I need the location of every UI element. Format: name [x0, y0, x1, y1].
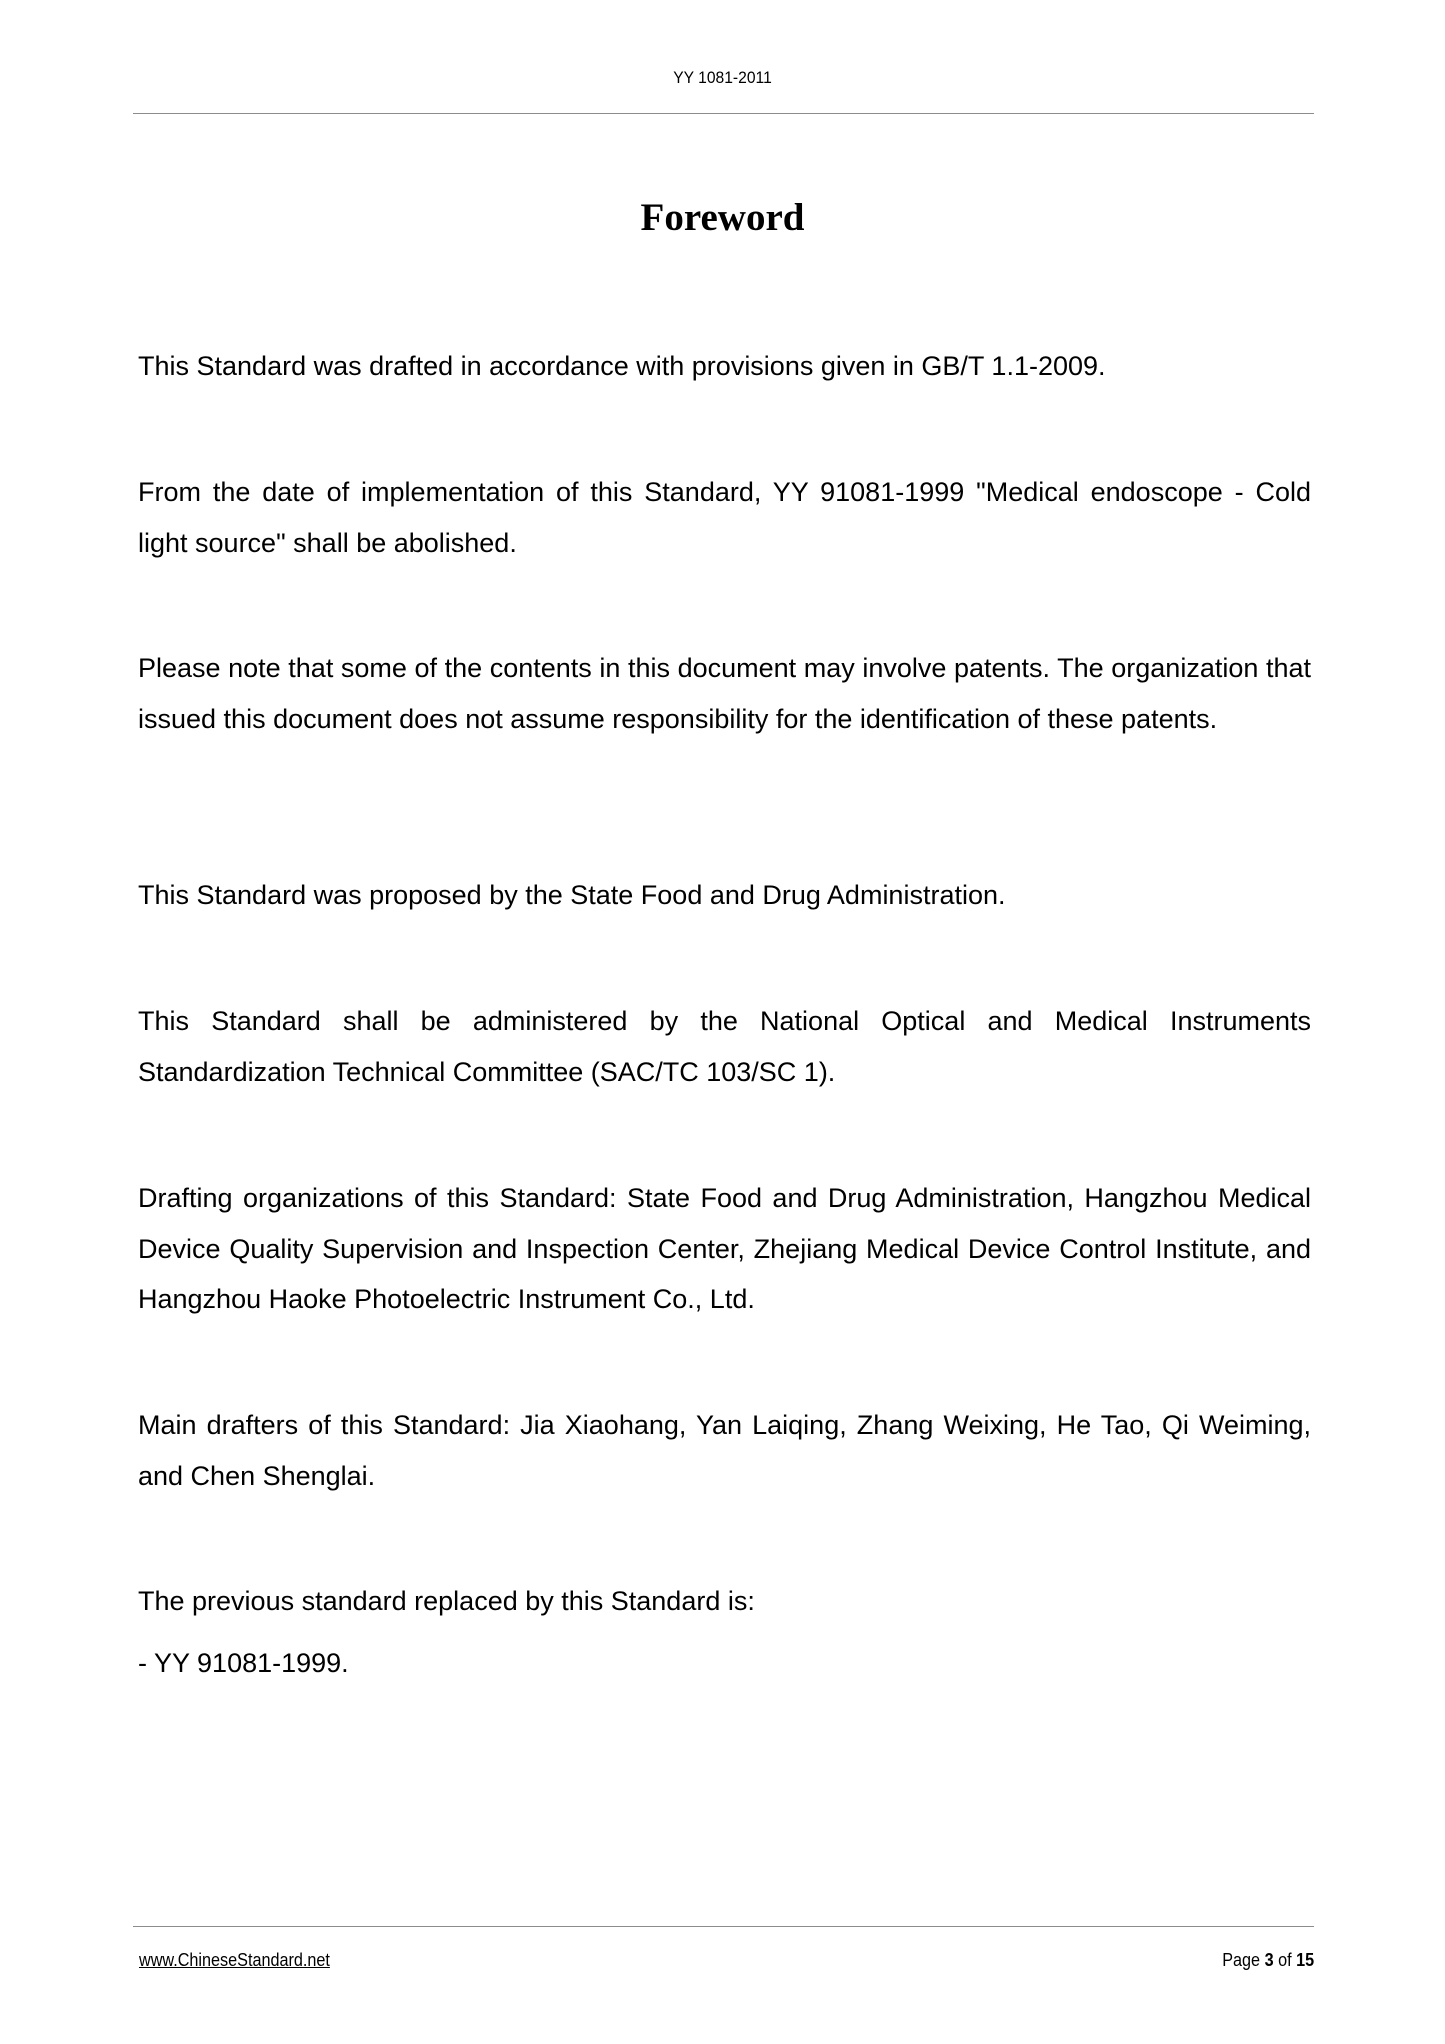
footer-divider — [133, 1926, 1314, 1927]
total-pages: 15 — [1295, 1950, 1314, 1970]
page-of-label: of — [1277, 1950, 1292, 1970]
paragraph-main-drafters: Main drafters of this Standard: Jia Xiaohang, Yan Laiqing, Zhang Weixing, He Tao, Qi Weiming, and Chen Shenglai. — [138, 1410, 1311, 1491]
paragraph-proposed-by: This Standard was proposed by the State Food and Drug Administration. — [138, 880, 1006, 910]
paragraph-abolished-standard: From the date of implementation of this Standard, YY 91081-1999 "Medical endoscope - Cold light source" shall be abolished. — [138, 477, 1311, 558]
footer-website-link[interactable]: www.ChineseStandard.net — [139, 1950, 330, 1970]
page-title: Foreword — [640, 196, 805, 239]
footer-page-number — [1222, 1949, 1314, 1971]
paragraph-drafting-basis: This Standard was drafted in accordance with provisions given in GB/T 1.1-2009. — [138, 351, 1106, 381]
page-label: Page — [1222, 1950, 1260, 1970]
header-divider — [133, 113, 1314, 114]
paragraph-replaced-standard-intro: The previous standard replaced by this Standard is: — [138, 1586, 755, 1616]
list-item-replaced-standard: - YY 91081-1999. — [138, 1648, 349, 1678]
header-standard-code: YY 1081-2011 — [673, 68, 772, 87]
paragraph-administered-by: This Standard shall be administered by the National Optical and Medical Instruments Standardization Technical Committee (SAC/TC 103/SC 1). — [138, 1006, 1311, 1087]
current-page: 3 — [1264, 1950, 1274, 1970]
paragraph-patent-notice: Please note that some of the contents in this document may involve patents. The organization that issued this document does not assume responsibility for the identification of these patents. — [138, 653, 1311, 734]
paragraph-drafting-organizations: Drafting organizations of this Standard: State Food and Drug Administration, Hangzhou Medical Device Quality Supervision and Inspection Center, Zhejiang Medical Device Control Institute, and Hangzhou Haoke Photoelectric Instrument Co., Ltd. — [138, 1183, 1311, 1314]
